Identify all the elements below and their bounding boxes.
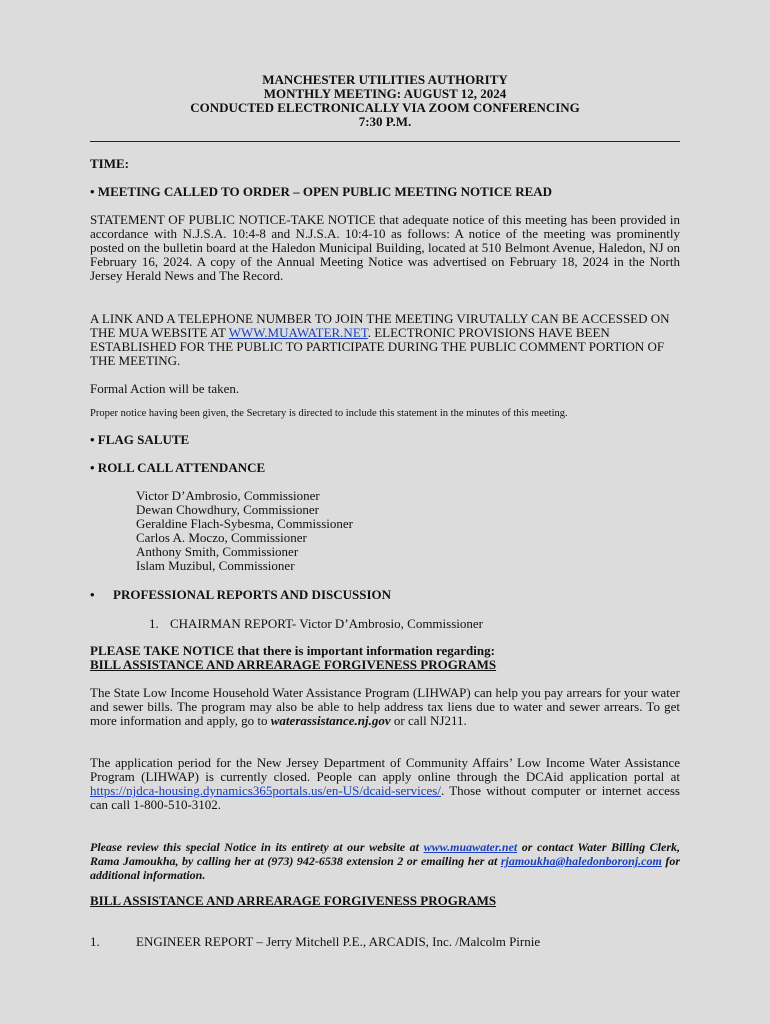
header-divider [90,141,680,142]
commissioner-item: Anthony Smith, Commissioner [136,544,299,559]
commissioner-item: Carlos A. Moczo, Commissioner [136,530,307,545]
review-paragraph [90,840,680,882]
header-conference: CONDUCTED ELECTRONICALLY VIA ZOOM CONFERENCING [190,100,580,115]
muawater-site-link[interactable]: www.muawater.net [423,840,518,854]
review-text-after: for additional information. [90,854,681,882]
application-paragraph [90,756,680,812]
professional-reports-heading: PROFESSIONAL REPORTS AND DISCUSSION [113,587,392,602]
email-link[interactable]: rjamoukha@haledonboronj.com [500,854,662,868]
header-time: 7:30 P.M. [358,114,412,129]
muawater-link[interactable]: WWW.MUAWATER.NET [228,325,368,340]
commissioner-item: Geraldine Flach-Sybesma, Commissioner [136,516,353,531]
meeting-called-heading: • MEETING CALLED TO ORDER – OPEN PUBLIC MEETING NOTICE READ [90,184,553,199]
engineer-number: 1. [90,934,100,949]
link-notice-text-after: . ELECTRONIC PROVISIONS HAVE BEEN ESTABLISHED FOR THE PUBLIC TO PARTICIPATE DURING THE PUBLIC COMMENT PORTION OF THE MEETING. [90,325,665,368]
link-notice [90,312,680,368]
chairman-number: 1. [149,616,159,631]
commissioner-item: Dewan Chowdhury, Commissioner [136,502,319,517]
document-header [90,73,680,129]
waterassistance-site: waterassistance.nj.gov [270,713,391,728]
review-text: Please review this special Notice in its entirety at our website at [90,840,424,854]
chairman-report: CHAIRMAN REPORT- Victor D’Ambrosio, Commissioner [170,616,483,631]
roll-call-heading: • ROLL CALL ATTENDANCE [90,460,266,475]
commissioner-item: Victor D’Ambrosio, Commissioner [136,488,320,503]
header-meeting-date: MONTHLY MEETING: AUGUST 12, 2024 [263,86,507,101]
public-notice-statement: STATEMENT OF PUBLIC NOTICE-TAKE NOTICE that adequate notice of this meeting has been provided in accordance with N.J.S.A. 10:4-8 and N.J.S.A. 10:4-10 as follows: A notice of the meeting was prominently posted on the bulletin board at the Haledon Municipal Building, located at 510 Belmont Avenue, Haledon, NJ on February 16, 2024. A copy of the Annual Meeting Notice was advertised on February 18, 2024 in the North Jersey Herald News and The Record. [90,212,680,283]
notice-heading: PLEASE TAKE NOTICE that there is important information regarding: [90,643,495,658]
formal-action: Formal Action will be taken. [90,381,240,396]
professional-bullet: • [90,587,95,602]
application-online-text: People can apply online through the DCAid application portal at [316,769,680,784]
application-phone-text: . Those without computer or internet access can call 1-800-510-3102. [90,783,680,812]
bill-assistance-heading: BILL ASSISTANCE AND ARREARAGE FORGIVENESS PROGRAMS [90,657,497,672]
lihwap-text-after: or call NJ211. [390,713,467,728]
application-closed-text: The application period for the New Jersey Department of Community Affairs’ Low Income Water Assistance Program (LIHWAP) is currently closed. [90,755,680,784]
engineer-report: ENGINEER REPORT – Jerry Mitchell P.E., ARCADIS, Inc. /Malcolm Pirnie [136,934,541,949]
lihwap-paragraph [90,686,680,728]
link-notice-text: A LINK AND A TELEPHONE NUMBER TO JOIN THE MEETING VIRUTALLY CAN BE ACCESSED ON THE MUA WEBSITE AT [90,311,670,340]
flag-salute-heading: • FLAG SALUTE [90,432,190,447]
dcaid-portal-link[interactable]: https://njdca-housing.dynamics365portals.us/en-US/dcaid-services/ [90,783,441,798]
commissioner-list [136,489,353,573]
lihwap-text: The State Low Income Household Water Assistance Program (LIHWAP) can help you pay arrears for your water and sewer bills. The program may also be able to help address tax liens due to water and sewer arrears. To get more information and apply, go to [90,685,680,728]
commissioner-item: Islam Muzibul, Commissioner [136,558,295,573]
proper-notice: Proper notice having been given, the Secretary is directed to include this statement in the minutes of this meeting. [90,408,568,419]
bill-assistance-heading-2: BILL ASSISTANCE AND ARREARAGE FORGIVENESS PROGRAMS [90,893,497,908]
header-authority: MANCHESTER UTILITIES AUTHORITY [262,72,508,87]
review-contact-text: or contact Water Billing Clerk, Rama Jamoukha, by calling her at (973) 942-6538 extension 2 or emailing her at [90,840,681,868]
time-label: TIME: [90,156,129,171]
